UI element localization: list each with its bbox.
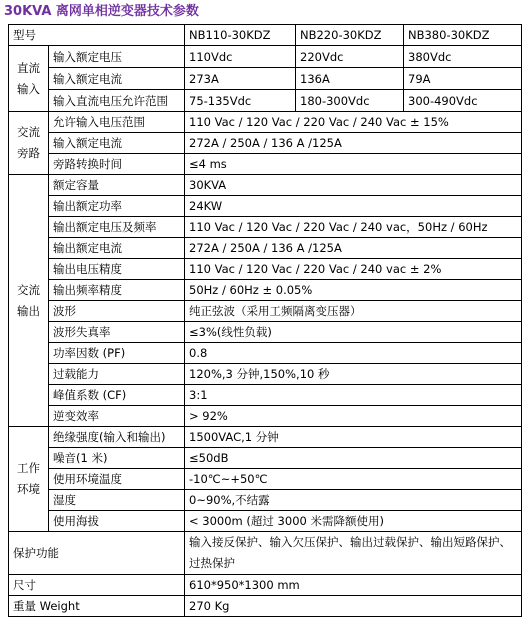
table-row <box>9 385 522 406</box>
param-name: 输入额定电流 <box>49 133 185 154</box>
table-row <box>9 68 522 90</box>
spec-table <box>8 24 522 617</box>
param-name: 输出额定电压及频率 <box>49 217 185 238</box>
param-value: 270 Kg <box>185 596 522 617</box>
table-row <box>9 532 522 575</box>
param-name: 使用海拔 <box>49 511 185 532</box>
param-value: 50Hz / 60Hz ± 0.05% <box>185 280 522 301</box>
table-row <box>9 596 522 617</box>
table-row <box>9 90 522 112</box>
table-row <box>9 406 522 427</box>
param-value: 0~90%,不结露 <box>185 490 522 511</box>
param-name: 湿度 <box>49 490 185 511</box>
param-value: 300-490Vdc <box>404 90 522 112</box>
table-row <box>9 112 522 133</box>
param-value: 110 Vac / 120 Vac / 220 Vac / 240 vac ± 2% <box>185 259 522 280</box>
param-value: 220Vdc <box>296 46 404 68</box>
param-name: 功率因数 (PF) <box>49 343 185 364</box>
table-row <box>9 511 522 532</box>
param-name: 输入额定电流 <box>49 68 185 90</box>
param-name: 尺寸 <box>9 575 185 596</box>
table-row <box>9 238 522 259</box>
param-value: 30KVA <box>185 175 522 196</box>
table-row <box>9 343 522 364</box>
param-name: 输出频率精度 <box>49 280 185 301</box>
param-name: 波形 <box>49 301 185 322</box>
param-value: 75-135Vdc <box>185 90 296 112</box>
group-label: 交流 旁路 <box>9 112 49 175</box>
model-header: NB110-30KDZ <box>185 25 296 46</box>
table-row <box>9 196 522 217</box>
page-title: 30KVA 离网单相逆变器技术参数 <box>4 4 199 19</box>
param-name: 波形失真率 <box>49 322 185 343</box>
param-name: 输入直流电压允许范围 <box>49 90 185 112</box>
param-value: 273A <box>185 68 296 90</box>
param-value: 610*950*1300 mm <box>185 575 522 596</box>
param-value: 380Vdc <box>404 46 522 68</box>
param-name: 输出电压精度 <box>49 259 185 280</box>
param-value: 纯正弦波（采用工频隔离变压器） <box>185 301 522 322</box>
param-value: -10℃~+50℃ <box>185 469 522 490</box>
param-value: 110 Vac / 120 Vac / 220 Vac / 240 vac，50Hz / 60Hz <box>185 217 522 238</box>
param-name: 输出额定功率 <box>49 196 185 217</box>
table-row <box>9 490 522 511</box>
param-value: 79A <box>404 68 522 90</box>
param-value: 110 Vac / 120 Vac / 220 Vac / 240 Vac ± 15% <box>185 112 522 133</box>
table-row <box>9 427 522 448</box>
header-row <box>9 25 522 46</box>
param-value: 1500VAC,1 分钟 <box>185 427 522 448</box>
param-value: 3:1 <box>185 385 522 406</box>
param-value: 272A / 250A / 136 A /125A <box>185 238 522 259</box>
group-label: 交流 输出 <box>9 175 49 427</box>
param-name: 允许输入电压范围 <box>49 112 185 133</box>
param-name: 逆变效率 <box>49 406 185 427</box>
param-value: 输入接反保护、输入欠压保护、输出过载保护、输出短路保护、过热保护 <box>185 532 522 575</box>
table-row <box>9 154 522 175</box>
param-name: 噪音(1 米) <box>49 448 185 469</box>
model-header: NB220-30KDZ <box>296 25 404 46</box>
group-label: 工作 环境 <box>9 427 49 532</box>
param-name: 过载能力 <box>49 364 185 385</box>
param-name: 额定容量 <box>49 175 185 196</box>
table-row <box>9 259 522 280</box>
param-value: 24KW <box>185 196 522 217</box>
param-name: 使用环境温度 <box>49 469 185 490</box>
param-value: 120%,3 分钟,150%,10 秒 <box>185 364 522 385</box>
param-value: ≤4 ms <box>185 154 522 175</box>
param-value: 0.8 <box>185 343 522 364</box>
param-name: 旁路转换时间 <box>49 154 185 175</box>
param-name: 保护功能 <box>9 532 185 575</box>
param-name: 绝缘强度(输入和输出) <box>49 427 185 448</box>
param-value: ≤3%(线性负载) <box>185 322 522 343</box>
param-value: ≤50dB <box>185 448 522 469</box>
model-header: NB380-30KDZ <box>404 25 522 46</box>
param-value: > 92% <box>185 406 522 427</box>
group-label: 直流 输入 <box>9 46 49 112</box>
param-value: 110Vdc <box>185 46 296 68</box>
table-row <box>9 46 522 68</box>
param-value: 180-300Vdc <box>296 90 404 112</box>
table-row <box>9 175 522 196</box>
table-row <box>9 322 522 343</box>
table-row <box>9 280 522 301</box>
param-name: 输出额定电流 <box>49 238 185 259</box>
table-row <box>9 364 522 385</box>
table-row <box>9 469 522 490</box>
param-value: 272A / 250A / 136 A /125A <box>185 133 522 154</box>
table-row <box>9 575 522 596</box>
table-row <box>9 133 522 154</box>
param-name: 峰值系数 (CF) <box>49 385 185 406</box>
header-label: 型号 <box>9 25 185 46</box>
param-value: 136A <box>296 68 404 90</box>
table-row <box>9 217 522 238</box>
param-name: 重量 Weight <box>9 596 185 617</box>
table-row <box>9 301 522 322</box>
param-value: < 3000m (超过 3000 米需降额使用) <box>185 511 522 532</box>
param-name: 输入额定电压 <box>49 46 185 68</box>
table-row <box>9 448 522 469</box>
